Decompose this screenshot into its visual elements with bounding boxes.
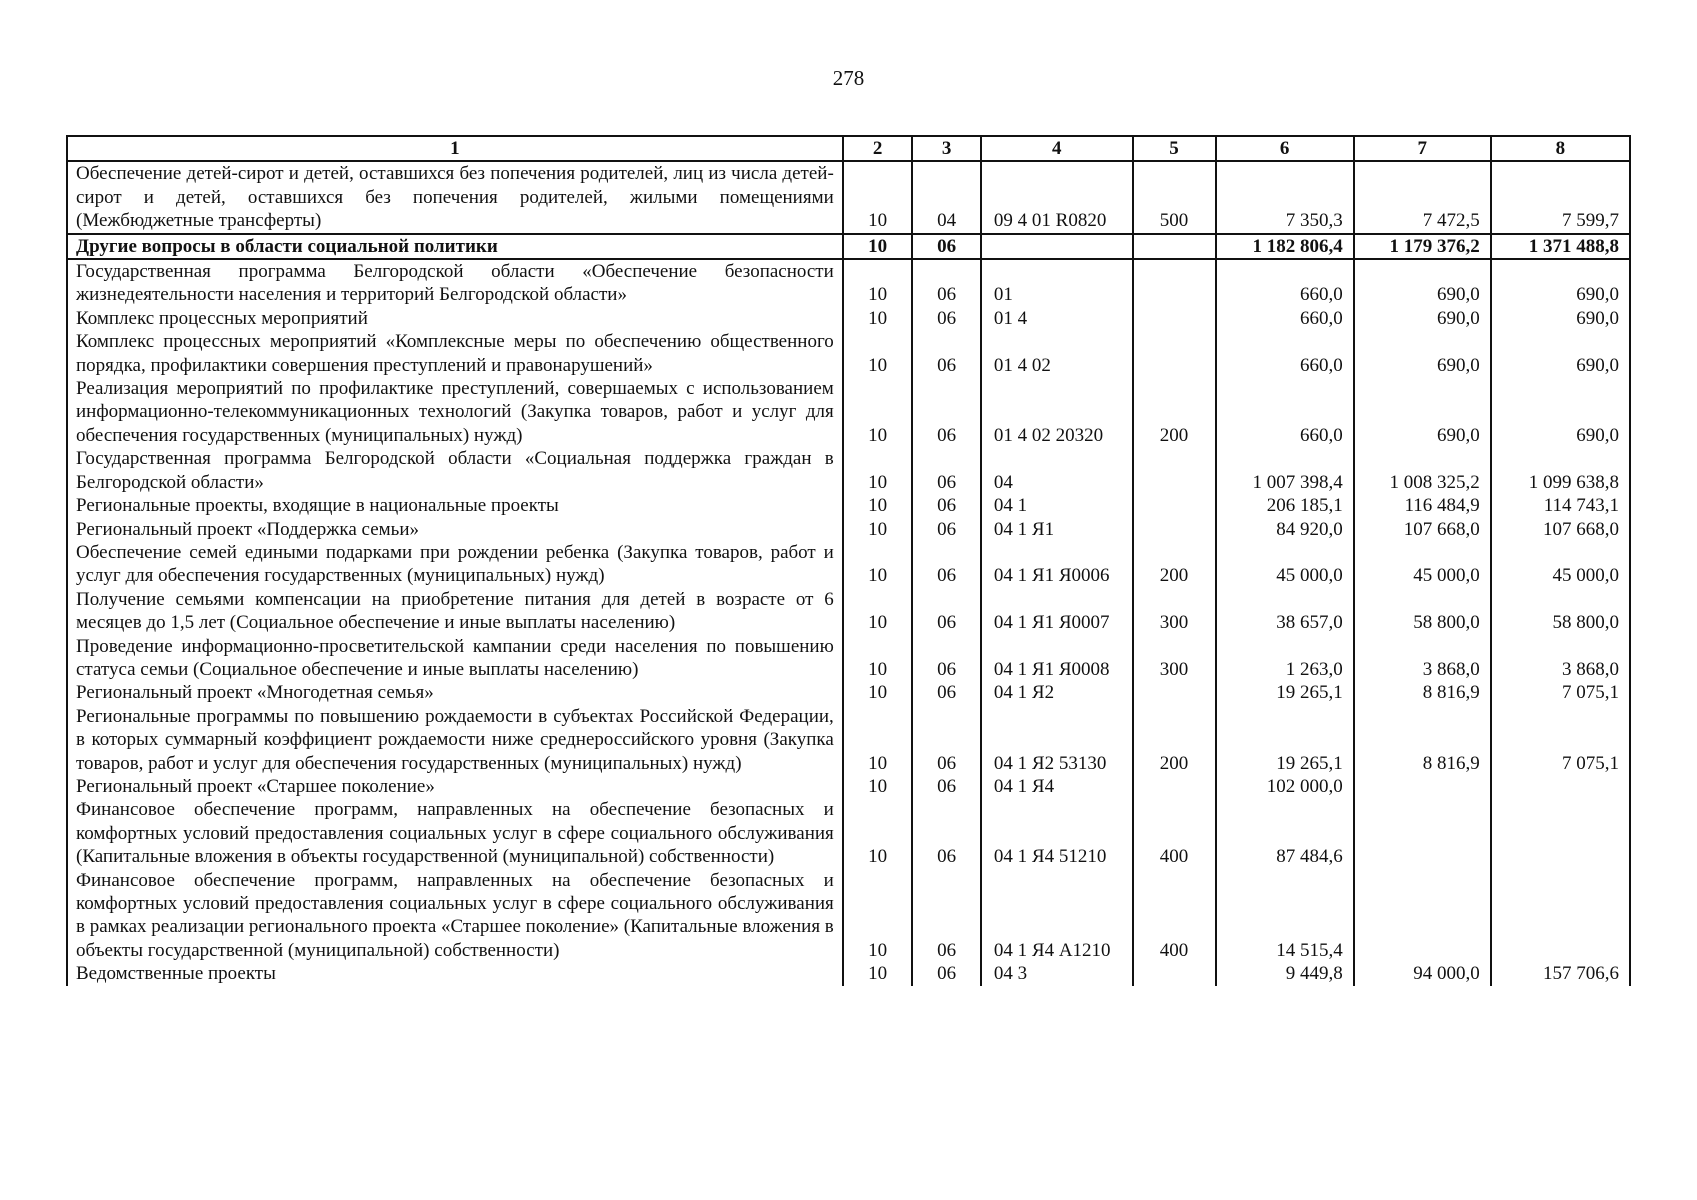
row-amount-7: 94 000,0 bbox=[1354, 962, 1491, 985]
row-amount-7: 690,0 bbox=[1354, 377, 1491, 447]
row-section: 10 bbox=[843, 259, 913, 307]
row-target-code: 04 1 Я2 bbox=[981, 681, 1133, 704]
row-amount-7: 1 179 376,2 bbox=[1354, 234, 1491, 259]
table-row bbox=[67, 798, 1630, 868]
table-row bbox=[67, 588, 1630, 635]
row-amount-8: 1 099 638,8 bbox=[1491, 447, 1630, 494]
row-section: 10 bbox=[843, 635, 913, 682]
row-name: Обеспечение детей-сирот и детей, оставшихся без попечения родителей, лиц из числа детей-сирот и детей, оставшихся без попечения родителей, жилыми помещениями (Межбюджетные трансферты) bbox=[67, 161, 843, 233]
row-amount-8: 7 599,7 bbox=[1491, 161, 1630, 233]
row-name: Проведение информационно-просветительской кампании среди населения по повышению статуса семьи (Социальное обеспечение и иные выплаты населению) bbox=[67, 635, 843, 682]
row-name: Обеспечение семей едиными подарками при рождении ребенка (Закупка товаров, работ и услуг для обеспечения государственных (муниципальных) нужд) bbox=[67, 541, 843, 588]
table-row bbox=[67, 377, 1630, 447]
row-name: Комплекс процессных мероприятий bbox=[67, 307, 843, 330]
row-amount-8: 3 868,0 bbox=[1491, 635, 1630, 682]
table-row bbox=[67, 775, 1630, 798]
row-section: 10 bbox=[843, 681, 913, 704]
table-row bbox=[67, 681, 1630, 704]
column-header-expense-type: 5 bbox=[1133, 136, 1216, 161]
row-section: 10 bbox=[843, 869, 913, 963]
row-amount-7: 7 472,5 bbox=[1354, 161, 1491, 233]
row-subsection: 06 bbox=[912, 705, 981, 775]
row-expense-type: 200 bbox=[1133, 705, 1216, 775]
row-amount-7: 690,0 bbox=[1354, 307, 1491, 330]
row-section: 10 bbox=[843, 775, 913, 798]
row-expense-type bbox=[1133, 962, 1216, 985]
row-section: 10 bbox=[843, 518, 913, 541]
row-amount-6: 45 000,0 bbox=[1216, 541, 1354, 588]
row-amount-7: 116 484,9 bbox=[1354, 494, 1491, 517]
row-target-code: 04 1 Я1 Я0006 bbox=[981, 541, 1133, 588]
row-name: Ведомственные проекты bbox=[67, 962, 843, 985]
row-subsection: 06 bbox=[912, 330, 981, 377]
row-amount-6: 38 657,0 bbox=[1216, 588, 1354, 635]
row-name: Государственная программа Белгородской области «Обеспечение безопасности жизнедеятельности населения и территорий Белгородской области» bbox=[67, 259, 843, 307]
column-header-section: 2 bbox=[843, 136, 913, 161]
row-subsection: 06 bbox=[912, 869, 981, 963]
table-row bbox=[67, 518, 1630, 541]
table-row bbox=[67, 330, 1630, 377]
row-subsection: 06 bbox=[912, 681, 981, 704]
row-amount-6: 14 515,4 bbox=[1216, 869, 1354, 963]
row-subsection: 06 bbox=[912, 588, 981, 635]
row-amount-6: 1 007 398,4 bbox=[1216, 447, 1354, 494]
row-section: 10 bbox=[843, 330, 913, 377]
row-amount-6: 660,0 bbox=[1216, 377, 1354, 447]
row-amount-6: 660,0 bbox=[1216, 259, 1354, 307]
row-target-code: 04 3 bbox=[981, 962, 1133, 985]
row-amount-8: 690,0 bbox=[1491, 377, 1630, 447]
row-name: Государственная программа Белгородской области «Социальная поддержка граждан в Белгородской области» bbox=[67, 447, 843, 494]
table-row bbox=[67, 869, 1630, 963]
row-amount-8: 690,0 bbox=[1491, 259, 1630, 307]
table-row bbox=[67, 307, 1630, 330]
row-target-code: 04 1 Я1 bbox=[981, 518, 1133, 541]
row-expense-type bbox=[1133, 775, 1216, 798]
row-subsection: 06 bbox=[912, 307, 981, 330]
row-subsection: 06 bbox=[912, 635, 981, 682]
table-row bbox=[67, 705, 1630, 775]
row-amount-8 bbox=[1491, 869, 1630, 963]
table-row bbox=[67, 161, 1630, 233]
column-header-amount-6: 6 bbox=[1216, 136, 1354, 161]
row-amount-6: 1 263,0 bbox=[1216, 635, 1354, 682]
row-subsection: 06 bbox=[912, 962, 981, 985]
row-amount-7: 58 800,0 bbox=[1354, 588, 1491, 635]
table-body bbox=[67, 161, 1630, 985]
row-section: 10 bbox=[843, 588, 913, 635]
row-expense-type bbox=[1133, 259, 1216, 307]
row-section: 10 bbox=[843, 307, 913, 330]
column-header-amount-7: 7 bbox=[1354, 136, 1491, 161]
row-expense-type bbox=[1133, 234, 1216, 259]
table-row bbox=[67, 259, 1630, 307]
row-amount-8 bbox=[1491, 775, 1630, 798]
row-target-code: 04 1 Я1 Я0007 bbox=[981, 588, 1133, 635]
column-header-amount-8: 8 bbox=[1491, 136, 1630, 161]
table-row bbox=[67, 541, 1630, 588]
row-name: Финансовое обеспечение программ, направленных на обеспечение безопасных и комфортных условий предоставления социальных услуг в сфере социального обслуживания (Капитальные вложения в объекты государственной (муниципальной) собственности) bbox=[67, 798, 843, 868]
row-name: Получение семьями компенсации на приобретение питания для детей в возрасте от 6 месяцев до 1,5 лет (Социальное обеспечение и иные выплаты населению) bbox=[67, 588, 843, 635]
row-expense-type: 400 bbox=[1133, 798, 1216, 868]
column-header-subsection: 3 bbox=[912, 136, 981, 161]
row-target-code bbox=[981, 234, 1133, 259]
row-amount-7: 690,0 bbox=[1354, 259, 1491, 307]
row-target-code: 01 4 bbox=[981, 307, 1133, 330]
row-amount-6: 19 265,1 bbox=[1216, 705, 1354, 775]
table-row bbox=[67, 447, 1630, 494]
row-subsection: 06 bbox=[912, 377, 981, 447]
row-section: 10 bbox=[843, 798, 913, 868]
row-amount-6: 7 350,3 bbox=[1216, 161, 1354, 233]
column-header-target-code: 4 bbox=[981, 136, 1133, 161]
row-name: Комплекс процессных мероприятий «Комплексные меры по обеспечению общественного порядка, профилактики совершения преступлений и правонарушений» bbox=[67, 330, 843, 377]
row-target-code: 04 1 Я4 А1210 bbox=[981, 869, 1133, 963]
row-section: 10 bbox=[843, 234, 913, 259]
row-amount-6: 9 449,8 bbox=[1216, 962, 1354, 985]
column-header-row bbox=[67, 136, 1630, 161]
row-subsection: 06 bbox=[912, 234, 981, 259]
row-amount-7: 8 816,9 bbox=[1354, 705, 1491, 775]
row-subsection: 04 bbox=[912, 161, 981, 233]
row-name: Другие вопросы в области социальной политики bbox=[67, 234, 843, 259]
row-amount-7: 3 868,0 bbox=[1354, 635, 1491, 682]
row-section: 10 bbox=[843, 705, 913, 775]
table-row bbox=[67, 234, 1630, 259]
row-amount-8: 1 371 488,8 bbox=[1491, 234, 1630, 259]
row-amount-7: 45 000,0 bbox=[1354, 541, 1491, 588]
row-subsection: 06 bbox=[912, 775, 981, 798]
row-expense-type bbox=[1133, 447, 1216, 494]
row-expense-type bbox=[1133, 681, 1216, 704]
row-subsection: 06 bbox=[912, 541, 981, 588]
row-expense-type: 400 bbox=[1133, 869, 1216, 963]
row-target-code: 04 1 Я4 bbox=[981, 775, 1133, 798]
row-name: Региональный проект «Старшее поколение» bbox=[67, 775, 843, 798]
row-target-code: 04 1 Я2 53130 bbox=[981, 705, 1133, 775]
row-expense-type: 200 bbox=[1133, 541, 1216, 588]
page-number: 278 bbox=[832, 66, 865, 90]
row-subsection: 06 bbox=[912, 447, 981, 494]
row-amount-8: 107 668,0 bbox=[1491, 518, 1630, 541]
row-amount-8 bbox=[1491, 798, 1630, 868]
row-expense-type bbox=[1133, 330, 1216, 377]
row-amount-6: 660,0 bbox=[1216, 307, 1354, 330]
row-subsection: 06 bbox=[912, 259, 981, 307]
row-target-code: 09 4 01 R0820 bbox=[981, 161, 1133, 233]
row-target-code: 01 4 02 20320 bbox=[981, 377, 1133, 447]
row-expense-type bbox=[1133, 494, 1216, 517]
row-subsection: 06 bbox=[912, 494, 981, 517]
row-section: 10 bbox=[843, 377, 913, 447]
row-amount-8: 690,0 bbox=[1491, 330, 1630, 377]
row-amount-8: 58 800,0 bbox=[1491, 588, 1630, 635]
table-row bbox=[67, 494, 1630, 517]
row-amount-6: 87 484,6 bbox=[1216, 798, 1354, 868]
row-amount-6: 660,0 bbox=[1216, 330, 1354, 377]
row-amount-6: 206 185,1 bbox=[1216, 494, 1354, 517]
row-subsection: 06 bbox=[912, 518, 981, 541]
row-section: 10 bbox=[843, 962, 913, 985]
row-amount-8: 7 075,1 bbox=[1491, 705, 1630, 775]
row-amount-8: 45 000,0 bbox=[1491, 541, 1630, 588]
row-section: 10 bbox=[843, 541, 913, 588]
column-header-name: 1 bbox=[67, 136, 843, 161]
row-target-code: 04 1 Я1 Я0008 bbox=[981, 635, 1133, 682]
table-row bbox=[67, 635, 1630, 682]
row-amount-7 bbox=[1354, 798, 1491, 868]
row-amount-7: 8 816,9 bbox=[1354, 681, 1491, 704]
row-amount-7 bbox=[1354, 869, 1491, 963]
row-amount-7 bbox=[1354, 775, 1491, 798]
budget-table bbox=[66, 135, 1631, 986]
row-subsection: 06 bbox=[912, 798, 981, 868]
row-name: Региональный проект «Поддержка семьи» bbox=[67, 518, 843, 541]
row-amount-8: 157 706,6 bbox=[1491, 962, 1630, 985]
row-expense-type bbox=[1133, 307, 1216, 330]
row-name: Финансовое обеспечение программ, направленных на обеспечение безопасных и комфортных условий предоставления социальных услуг в сфере социального обслуживания в рамках реализации регионального проекта «Старшее поколение» (Капитальные вложения в объекты государственной (муниципальной) собственности) bbox=[67, 869, 843, 963]
row-section: 10 bbox=[843, 161, 913, 233]
row-name: Региональные программы по повышению рождаемости в субъектах Российской Федерации, в которых суммарный коэффициент рождаемости ниже среднероссийского уровня (Закупка товаров, работ и услуг для обеспечения государственных (муниципальных) нужд) bbox=[67, 705, 843, 775]
row-amount-8: 114 743,1 bbox=[1491, 494, 1630, 517]
row-target-code: 01 4 02 bbox=[981, 330, 1133, 377]
row-amount-6: 1 182 806,4 bbox=[1216, 234, 1354, 259]
row-name: Региональные проекты, входящие в национальные проекты bbox=[67, 494, 843, 517]
row-amount-7: 1 008 325,2 bbox=[1354, 447, 1491, 494]
row-name: Региональный проект «Многодетная семья» bbox=[67, 681, 843, 704]
row-target-code: 01 bbox=[981, 259, 1133, 307]
row-name: Реализация мероприятий по профилактике преступлений, совершаемых с использованием информационно-телекоммуникационных технологий (Закупка товаров, работ и услуг для обеспечения государственных (муниципальных) нужд) bbox=[67, 377, 843, 447]
row-section: 10 bbox=[843, 447, 913, 494]
row-expense-type: 500 bbox=[1133, 161, 1216, 233]
row-amount-8: 690,0 bbox=[1491, 307, 1630, 330]
row-expense-type bbox=[1133, 518, 1216, 541]
row-section: 10 bbox=[843, 494, 913, 517]
row-amount-6: 84 920,0 bbox=[1216, 518, 1354, 541]
row-target-code: 04 1 bbox=[981, 494, 1133, 517]
row-amount-7: 690,0 bbox=[1354, 330, 1491, 377]
row-amount-6: 19 265,1 bbox=[1216, 681, 1354, 704]
row-expense-type: 200 bbox=[1133, 377, 1216, 447]
row-target-code: 04 1 Я4 51210 bbox=[981, 798, 1133, 868]
row-amount-6: 102 000,0 bbox=[1216, 775, 1354, 798]
row-amount-8: 7 075,1 bbox=[1491, 681, 1630, 704]
table-row bbox=[67, 962, 1630, 985]
row-expense-type: 300 bbox=[1133, 588, 1216, 635]
row-target-code: 04 bbox=[981, 447, 1133, 494]
row-expense-type: 300 bbox=[1133, 635, 1216, 682]
row-amount-7: 107 668,0 bbox=[1354, 518, 1491, 541]
